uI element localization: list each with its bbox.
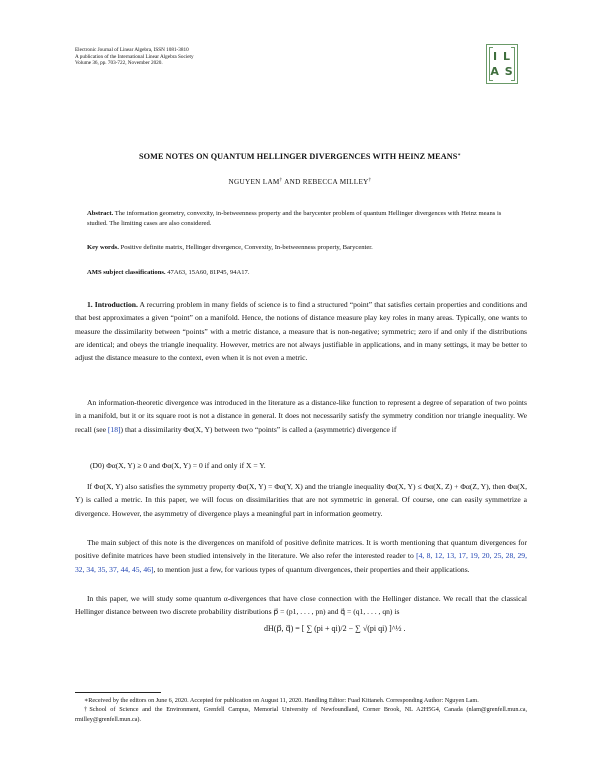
citation-links[interactable]: [4, 8, 12, 13, 17, 19, 20, 25, 28, 29, 32, 34, 35, 37, 44, 45, 46] [75, 551, 527, 574]
author-2: REBECCA MILLEY [302, 178, 369, 186]
keywords-text: Positive definite matrix, Hellinger divergence, Convexity, In-betweenness property, Barycenter. [120, 244, 373, 251]
ams-label: AMS subject classifications. [87, 269, 166, 276]
paper-title [0, 152, 600, 161]
journal-header [75, 47, 455, 67]
footnotes [75, 696, 527, 724]
abstract-label: Abstract. [87, 210, 114, 217]
intro-p4-text-a: The main subject of this note is the divergences on manifold of positive definite matrices. It is worth mentioning that quantum divergences for positive definite matrices have been studied intensively in the literature. We also refer the interested reader to [75, 538, 527, 561]
ams-classifications [87, 268, 517, 278]
abstract-text: The information geometry, convexity, in-betweenness property and the barycenter problem of quantum Hellinger divergences with Heinz means is studied. The limiting cases are also considered. [87, 210, 502, 227]
intro-p1-text: A recurring problem in many fields of science is to find a structured “point” that satisfies certain properties and conditions and that best approximates a given “point” on a manifold. Hence, the notions of distance measure play key roles in many areas. Typically, one wants to measure the dissimilarity between “points” with a metric distance, a measure that is non-negative; symmetric; zero if and only if the distributions are identical; and obeys the triangle inequality. However, metrics are not always justifiable in applications, and in many settings, it may be better to adjust the distance measure to the context, even when it is not even a metric. [75, 300, 527, 363]
intro-paragraph-2 [75, 396, 527, 436]
author-1: NGUYEN LAM [228, 178, 280, 186]
logo-top-letters: I L [493, 50, 511, 63]
condition-d0: (D0) Φα(X, Y) ≥ 0 and Φα(X, Y) = 0 if and only if X = Y. [90, 461, 266, 470]
citation-link[interactable]: [18] [107, 424, 121, 434]
intro-paragraph-1 [75, 298, 527, 364]
footnote-2: †School of Science and the Environment, Grenfell Campus, Memorial University of Newfoundland, Corner Brook, NL A2H5G4, Canada (nlam@grenfell.mun.ca, rmilley@grenfell.mun.ca). [75, 706, 527, 723]
intro-paragraph-3 [75, 480, 527, 520]
author-2-mark: † [368, 178, 372, 183]
footnote-rule [75, 692, 161, 693]
intro-p4-text-b: , to mention just a few, for various types of quantum divergences, their properties and their applications. [153, 564, 470, 574]
footnote-1: ∗Received by the editors on June 6, 2020. Accepted for publication on August 11, 2020. Handling Editor: Fuad Kittaneh. Corresponding Author: Nguyen Lam. [84, 697, 479, 704]
hellinger-distance-equation: dH(p⃗, q⃗) = [ ∑ (pi + qi)/2 − ∑ √(pi qi) ]^½ . [264, 624, 406, 633]
title-text: SOME NOTES ON QUANTUM HELLINGER DIVERGENCES WITH HEINZ MEANS [139, 152, 458, 161]
author-1-mark: † [279, 178, 283, 183]
intro-heading: 1. Introduction. [87, 300, 138, 309]
keywords-label: Key words. [87, 244, 119, 251]
keywords [87, 243, 517, 253]
intro-p3-text: If Φα(X, Y) also satisfies the symmetry property Φα(X, Y) = Φα(Y, X) and the triangle inequality Φα(X, Y) ≤ Φα(X, Z) + Φα(Z, Y), then Φα(X, Y) is called a metric. In this paper, we will focus on dissimilarities that are not symmetric in general. Of course, one can easily symmetrize a divergence. However, the asymmetry of divergence plays a meaningful part in information geometry. [75, 482, 527, 518]
intro-p2-text-b: ) that a dissimilarity Φα(X, Y) between two “points” is called a (asymmetric) divergence if [120, 424, 397, 434]
journal-line-1: Electronic Journal of Linear Algebra, ISSN 1081-3810 [75, 47, 189, 53]
authors-and: AND [284, 178, 301, 186]
abstract [87, 209, 517, 229]
intro-paragraph-4 [75, 536, 527, 576]
ilas-logo [486, 44, 518, 84]
authors [0, 178, 600, 186]
intro-p5-text: In this paper, we will study some quantum α-divergences that have close connection with the Hellinger distance. We recall that the classical Hellinger distance between two discrete probability distributions p⃗ = (p1, . . . , pn) and q⃗ = (q1, . . . , qn) is [75, 594, 527, 617]
title-footnote-mark: ∗ [457, 153, 461, 158]
journal-line-3: Volume 36, pp. 703-722, November 2020. [75, 60, 163, 67]
logo-bottom-letters: A S [490, 65, 514, 78]
intro-paragraph-5 [75, 592, 527, 619]
ams-text: 47A63, 15A60, 81P45, 94A17. [167, 269, 250, 276]
journal-line-2: A publication of the International Linear Algebra Society [75, 53, 194, 60]
intro-p2-text-a: An information-theoretic divergence was introduced in the literature as a distance-like function to represent a degree of separation of two points in a manifold, but it or its square root is not a distance in general. It does not necessarily satisfy the symmetry condition nor triangle inequality. We recall (see [75, 398, 527, 434]
